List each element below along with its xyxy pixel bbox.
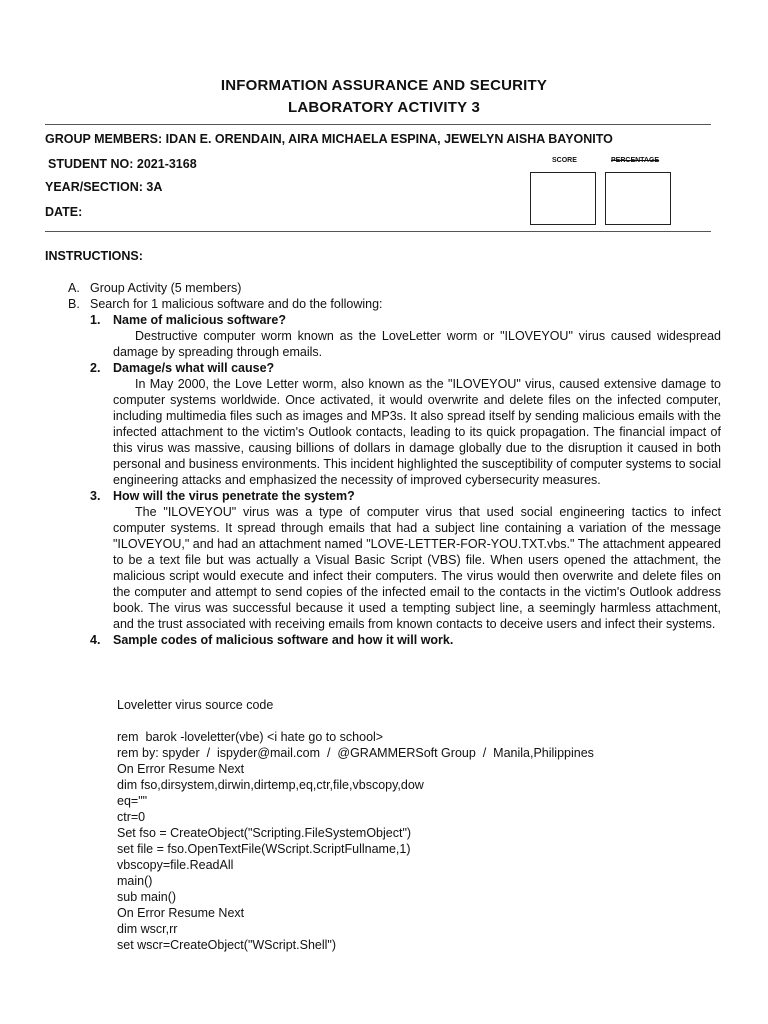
code-line: ctr=0 [117,810,146,824]
question-number: 4. [90,633,101,647]
code-line: set file = fso.OpenTextFile(WScript.ScriptFullname,1) [117,842,411,856]
code-line: set wscr=CreateObject("WScript.Shell") [117,938,337,952]
percentage-label: PERCENTAGE [611,157,660,164]
question-number: 2. [90,361,101,375]
code-line: eq="" [117,794,148,808]
item-label: B. [68,297,80,311]
instruction-item-a [68,280,721,296]
group-members-field: GROUP MEMBERS: IDAN E. ORENDAIN, AIRA MICHAELA ESPINA, JEWELYN AISHA BAYONITO [45,132,613,146]
source-code-block [117,697,594,953]
divider-top [45,124,711,125]
score-box [530,172,596,225]
instructions-body [68,280,721,648]
year-section-field: YEAR/SECTION: 3A [45,180,163,194]
percentage-box [605,172,671,225]
question-text: Damage/s what will cause? [113,361,275,375]
question-text: Sample codes of malicious software and how it will work. [113,633,454,647]
answer-3: The "ILOVEYOU" virus was a type of computer virus that used social engineering tactics to infect computer systems. It spread through emails that had a subject line containing a variation of the message "ILOVEYOU," and had an attachment named "LOVE-LETTER-FOR-YOU.TXT.vbs." The attachment appeared to be a text file but was actually a Visual Basic Script (VBS) file. When users opened the attachment, the malicious script would execute and infect their computers. The virus would then overwrite and delete files on the computer and attempt to send copies of the infected email to the contacts in the victim's Outlook address book. The virus was successful because it used a tempting subject line, a seemingly harmless attachment, and the trust associated with receiving emails from known contacts to deceive users and infect their systems. [113,505,721,631]
divider-bottom [45,231,711,232]
question-1 [90,312,721,328]
answer-2: In May 2000, the Love Letter worm, also known as the "ILOVEYOU" virus, caused extensive damage to computer systems worldwide. Once activated, it would overwrite and delete files on the infected computer, including multimedia files such as images and MP3s. It also spread itself by sending malicious emails with the infected attachment to the victim's Outlook contacts, leading to its quick propagation. The financial impact of this virus was massive, causing billions of dollars in damage globally due to the disruption it caused in both personal and business environments. This incident highlighted the susceptibility of computer systems to social engineering attacks and emphasized the necessity of improved cybersecurity measures. [113,377,721,487]
date-field: DATE: [45,205,83,219]
question-text: Name of malicious software? [113,313,286,327]
code-line: sub main() [117,890,177,904]
question-text: How will the virus penetrate the system? [113,489,355,503]
score-label: SCORE [552,157,577,164]
item-text: Search for 1 malicious software and do the following: [90,297,383,311]
item-label: A. [68,281,80,295]
code-line: Set fso = CreateObject("Scripting.FileSystemObject") [117,826,412,840]
student-no-field: STUDENT NO: 2021-3168 [48,157,197,171]
item-text: Group Activity (5 members) [90,281,242,295]
instructions-heading: INSTRUCTIONS: [45,249,143,263]
question-4 [90,632,721,648]
code-heading: Loveletter virus source code [117,698,274,712]
code-line: On Error Resume Next [117,762,245,776]
document-title: INFORMATION ASSURANCE AND SECURITY [220,77,548,94]
code-line: dim fso,dirsystem,dirwin,dirtemp,eq,ctr,file,vbscopy,dow [117,778,424,792]
question-number: 3. [90,489,101,503]
code-line: rem barok -loveletter(vbe) <i hate go to school> [117,730,384,744]
instruction-item-b [68,296,721,312]
question-number: 1. [90,313,101,327]
code-line: vbscopy=file.ReadAll [117,858,234,872]
code-line: rem by: spyder / ispyder@mail.com / @GRAMMERSoft Group / Manila,Philippines [117,746,594,760]
code-line: On Error Resume Next [117,906,245,920]
document-subtitle: LABORATORY ACTIVITY 3 [287,99,480,116]
answer-1: Destructive computer worm known as the LoveLetter worm or "ILOVEYOU" virus caused widespread damage by spreading through emails. [113,329,721,359]
code-line: dim wscr,rr [117,922,178,936]
question-3 [90,488,721,504]
code-line: main() [117,874,153,888]
question-2 [90,360,721,376]
